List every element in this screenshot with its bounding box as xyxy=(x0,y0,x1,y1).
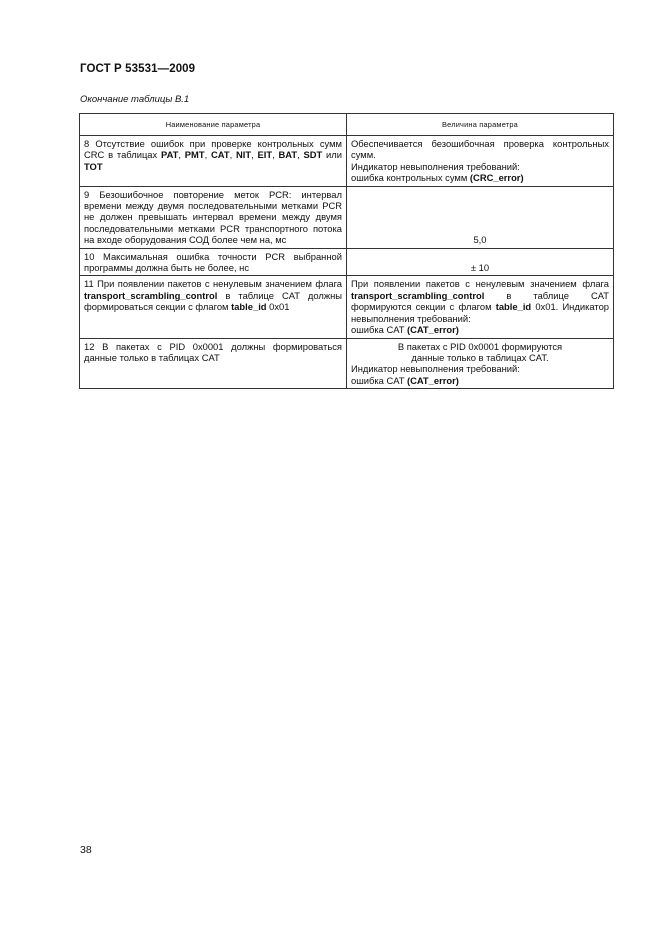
parameter-name-cell: 10 Максимальная ошибка точности PCR выбранной программы должна быть не более, нс xyxy=(80,248,347,276)
table-caption: Окончание таблицы В.1 xyxy=(80,94,190,105)
table-row xyxy=(80,248,614,276)
flag-table-id: table_id xyxy=(231,301,267,313)
flag-table-id: table_id xyxy=(495,301,532,313)
table-tag-pat: PAT xyxy=(161,149,179,161)
parameter-value-cell xyxy=(347,136,614,187)
flag-transport-scrambling-control: transport_scrambling_control xyxy=(84,289,218,301)
error-code-crc: (CRC_error) xyxy=(469,172,524,184)
table-row xyxy=(80,136,614,187)
column-header-value: Величина параметра xyxy=(347,114,614,136)
standard-header: ГОСТ Р 53531—2009 xyxy=(80,63,196,75)
row-8-error-line: ошибка контрольных сумм (CRC_error) xyxy=(351,172,524,184)
table-tag-cat: CAT xyxy=(210,149,230,161)
parameter-name-cell: 11 При появлении пакетов с ненулевым значением флага transport_scrambling_control в таблице CAT должны формироваться секции с флагом table_id 0x01 xyxy=(80,276,347,338)
flag-transport-scrambling-control: transport_scrambling_control xyxy=(351,289,485,301)
parameter-name-cell: 8 Отсутствие ошибок при проверке контрольных сумм CRC в таблицах PAT, PMT, CAT, NIT, EIT, BAT, SDT или TOT xyxy=(80,136,347,187)
parameter-name-cell: 9 Безошибочное повторение меток PCR: интервал времени между двумя последовательными метками PCR не должен превышать интервал времени между двумя последовательными метками PCR транспортного потока на входе оборудования СОД более чем на, мс xyxy=(80,186,347,248)
table-row xyxy=(80,338,614,389)
row-8-value-line: Обеспечивается безошибочная проверка контрольных сумм. xyxy=(351,138,609,161)
column-header-name: Наименование параметра xyxy=(80,114,347,136)
row-8-name-text: 8 Отсутствие ошибок при проверке контрольных сумм CRC в таблицах xyxy=(84,138,342,161)
parameter-value-cell: ± 10 xyxy=(347,248,614,276)
row-11-value-text: При появлении пакетов с ненулевым значением флага transport_scrambling_control в таблице CAT формируются секции с флагом table_id 0x01. Индикатор невыполнения требований: xyxy=(351,278,609,324)
parameters-table xyxy=(79,113,614,389)
parameter-value-cell xyxy=(347,338,614,389)
table-tag-eit: EIT xyxy=(257,149,273,161)
row-12-indicator-label: Индикатор невыполнения требований: xyxy=(351,363,520,375)
parameter-name-cell: 12 В пакетах с PID 0x0001 должны формироваться данные только в таблицах CAT xyxy=(80,338,347,389)
table-header-row xyxy=(80,114,614,136)
table-tag-pmt: PMT xyxy=(184,149,205,161)
table-tag-tot: TOT xyxy=(84,160,103,172)
error-code-cat: (CAT_error) xyxy=(406,324,459,336)
row-12-value-line: данные только в таблицах CAT. xyxy=(411,351,549,363)
table-tag-bat: BAT xyxy=(278,149,298,161)
row-12-error-line: ошибка CAT (CAT_error) xyxy=(351,374,459,386)
parameter-value-cell xyxy=(347,276,614,338)
page-number: 38 xyxy=(80,844,92,856)
row-8-indicator-label: Индикатор невыполнения требований: xyxy=(351,160,520,172)
row-11-error-line: ошибка CAT (CAT_error) xyxy=(351,324,459,336)
parameter-value-cell: 5,0 xyxy=(347,186,614,248)
table-row xyxy=(80,276,614,338)
table-row xyxy=(80,186,614,248)
table-tag-sdt: SDT xyxy=(303,149,323,161)
error-code-cat: (CAT_error) xyxy=(406,374,459,386)
row-12-value-line: В пакетах с PID 0x0001 формируются xyxy=(397,340,563,352)
table-tag-nit: NIT xyxy=(235,149,252,161)
